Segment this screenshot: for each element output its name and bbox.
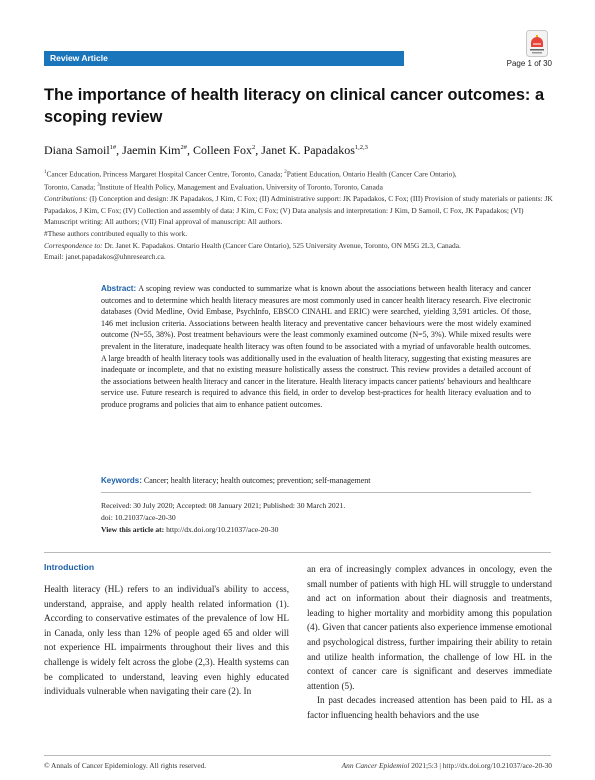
article-dates [101, 500, 531, 536]
view-article-label: View this article at: [101, 525, 165, 534]
body-column-left [44, 582, 289, 699]
abstract-text: A scoping review was conducted to summarize what is known about the associations between health literacy and cancer outcomes and to determine which health literacy measures are most commonly used in cancer health literacy research. Five electronic databases (Ovid Medline, Ovid Embase, PsychInfo, EBSCO CINAHL and ERIC) were searched, yielding 3,591 articles. Of those, 146 met inclusion criteria. Associations between health literacy and preventative cancer behaviours were the most widely examined outcome (N=55, 38%). Post treatment behaviours were the least commonly examined outcome (N=5, 3%). While mixed results were prevalent in the literature, inadequate health literacy was often found to be associated with a myriad of unfavorable health outcomes. A large breadth of health literacy tools was additionally used in the evaluation of health literacy, suggesting that existing measures are inadequate or incomplete, and that no existing measure holistically assess the construct. This review provides a detailed account of the associations between health literacy and cancer in the literature. Health literacy impacts cancer patients' behaviours and healthcare service use. Future research is required to advance this field, in order to develop best-practices for health literacy evaluation and to produce programs and policies that aim to enhance patient outcomes. [101, 284, 531, 409]
correspondence-text: Dr. Janet K. Papadakos. Ontario Health (Cancer Care Ontario), 525 University Avenue, Toronto, ON M5G 2L3, Canada. [102, 240, 461, 250]
correspondence-email[interactable]: Email: janet.papadakos@uhnresearch.ca. [44, 252, 166, 262]
article-type-label: Review Article [50, 53, 108, 63]
author-affiliation-mark: 1# [109, 144, 117, 151]
citation-footer [342, 761, 552, 770]
paragraph: Health literacy (HL) refers to an individual's ability to access, understand, appraise, and apply health related information (1). According to conservative estimates of the prevalence of low HL in Canada, only less than 12% of people aged 65 and older will not experience HL impairments throughout their lives and this challenge is widely felt across the globe (2,3). Health systems can be complicated to understand, leaving even highly educated individuals vulnerable when navigating their care (2). In [44, 584, 289, 697]
equal-contribution-note: #These authors contributed equally to this work. [44, 228, 188, 238]
affiliation-1: Cancer Education, Princess Margaret Hospital Cancer Centre, Toronto, Canada; [46, 169, 285, 179]
received-dates: Received: 30 July 2020; Accepted: 08 January 2021; Published: 30 March 2021. [101, 501, 346, 510]
affiliation-lines-2: Toronto, Canada; $^3$Institute of Health Policy, Management and Evaluation, University of Toronto, Toronto, Canada [44, 182, 383, 192]
doi[interactable]: doi: 10.21037/ace-20-30 [101, 513, 176, 522]
divider [101, 492, 531, 493]
paragraph: an era of increasingly complex advances in oncology, even the small number of patients with high HL will struggle to understand and act on information about their diagnosis and treatments, leading to higher mortality and morbidity among this population (4). Given that cancer patients also experience immense emotional and psychological distress, further impairing their ability to retain and utilize health information, the challenge of low HL in the context of cancer care is significant and deserves immediate attention (5). [307, 564, 552, 691]
contributions-text: (I) Conception and design: JK Papadakos, J Kim, C Fox; (II) Administrative support: JK Papadakos, C Fox; (III) Provision of study materials or patients: JK Papadakos, J Kim, C Fox; (IV) Collection and assembly of data: J Kim, C Fox; (V) Data analysis and interpretation: J Kim, D Samoil, C Fox, JK Papadakos; (VI) Manuscript writing: All authors; (VII) Final approval of manuscript: All authors. [44, 194, 553, 227]
body-column-right [307, 562, 552, 723]
citation-doi[interactable]: 2021;5:3 | http://dx.doi.org/10.21037/ace-20-30 [409, 761, 552, 770]
affiliation-2: Patient Education, Ontario Health (Cancer Care Ontario), [286, 169, 457, 179]
affiliation-3: Institute of Health Policy, Management and Evaluation, University of Toronto, Toronto, Canada [99, 182, 383, 192]
copyright-notice: © Annals of Cancer Epidemiology. All rights reserved. [44, 761, 207, 770]
author-affiliation-mark: 2# [180, 144, 187, 151]
page-number: Page 1 of 30 [506, 59, 552, 68]
paragraph: In past decades increased attention has been paid to HL as a factor influencing health behaviors and the use [307, 695, 552, 720]
section-heading-introduction: Introduction [44, 562, 95, 572]
affiliation-2-city: Toronto, Canada; [44, 182, 98, 192]
abstract [101, 283, 531, 411]
keywords [101, 475, 531, 487]
author-affiliation-mark: 1,2,3 [354, 144, 368, 151]
keywords-text: Cancer; health literacy; health outcomes; prevention; self-management [141, 476, 371, 485]
affiliation-lines: $^1$Cancer Education, Princess Margaret Hospital Cancer Centre, Toronto, Canada; $^2$Patient Education, Ontario Health (Cancer Care Ontario), [44, 169, 457, 179]
correspondence-label: Correspondence to: [44, 240, 103, 250]
check-for-updates-icon[interactable] [526, 30, 548, 57]
author-name[interactable]: Jaemin Kim [122, 143, 181, 157]
view-article-line [101, 524, 531, 536]
divider [44, 552, 551, 553]
author-list: Diana Samoil$^{1\#}$, Jaemin Kim$^{2\#}$, Colleen Fox$^2$, Janet K. Papadakos$^{1,2,3}$ [44, 143, 368, 157]
author-affiliation-mark: 2 [251, 144, 256, 151]
abstract-label: Abstract: [101, 284, 137, 293]
correspondence [44, 240, 554, 252]
author-name[interactable]: Diana Samoil [44, 143, 110, 157]
article-type-ribbon [44, 51, 404, 66]
author-name[interactable]: Colleen Fox [192, 143, 252, 157]
affiliations-block [44, 167, 554, 263]
keywords-label: Keywords: [101, 476, 142, 485]
footer-divider [44, 755, 551, 756]
view-article-link[interactable]: http://dx.doi.org/10.21037/ace-20-30 [164, 525, 279, 534]
contributions-label: Contributions: [44, 194, 88, 204]
journal-name: Ann Cancer Epidemiol [341, 761, 410, 770]
contributions [44, 193, 554, 228]
author-name[interactable]: Janet K. Papadakos [261, 143, 355, 157]
article-title: The importance of health literacy on clinical cancer outcomes: a scoping review [44, 86, 545, 126]
